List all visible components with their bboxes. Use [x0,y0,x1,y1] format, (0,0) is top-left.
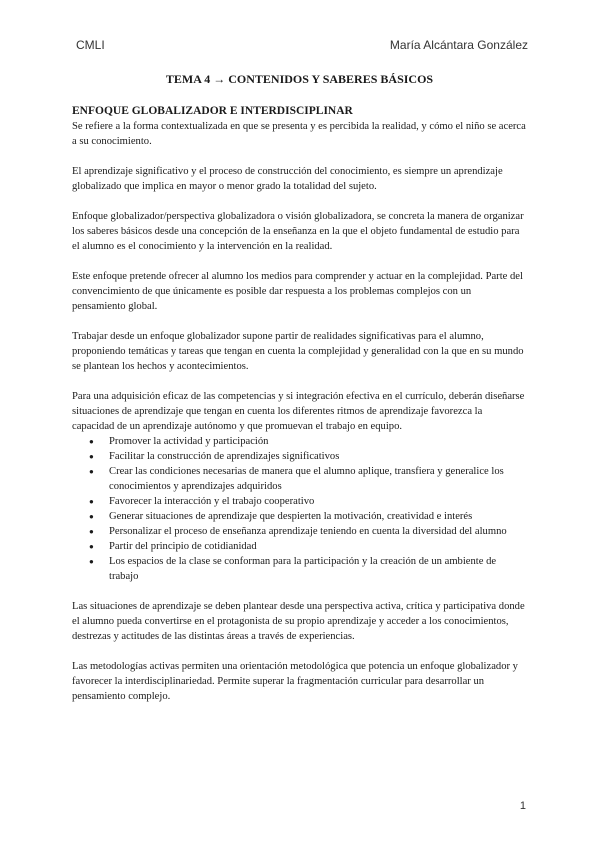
list-item: ● Los espacios de la clase se conforman para la participación y la creación de un ambiente de trabajo [72,554,527,584]
page-number: 1 [519,800,526,812]
bullet-list [72,434,527,584]
list-item: ● Partir del principio de cotidianidad [72,539,527,554]
header-author: María Alcántara González [389,38,528,52]
header-course: CMLI [76,38,105,52]
list-item: ● Personalizar el proceso de enseñanza aprendizaje teniendo en cuenta la diversidad del alumno [72,524,527,539]
list-item: ● Favorecer la interacción y el trabajo cooperativo [72,494,527,509]
paragraph: Enfoque globalizador/perspectiva globalizadora o visión globalizadora, se concreta la manera de organizar los saberes básicos desde una concepción de la enseñanza en la que el objeto fundamental de estudio para el alumno es el conocimiento y la intervención en la realidad. [72,211,524,252]
paragraph: Las metodologías activas permiten una orientación metodológica que potencia un enfoque globalizador y favorecer la interdisciplinariedad. Permite superar la fragmentación curricular para desarrollar un pensamiento complejo. [72,661,518,702]
paragraph: El aprendizaje significativo y el proceso de construcción del conocimiento, es siempre un aprendizaje globalizado que implica en mayor o menor grado la totalidad del sujeto. [72,166,503,192]
list-item: ● Promover la actividad y participación [72,434,527,449]
paragraph: Las situaciones de aprendizaje se deben plantear desde una perspectiva activa, crítica y participativa donde el alumno pueda convertirse en el protagonista de su propio aprendizaje y acceder a los conocimientos, destrezas y actitudes de las distintas áreas a través de experiencias. [72,601,525,642]
paragraph: Para una adquisición eficaz de las competencias y si integración efectiva en el currículo, deberán diseñarse situaciones de aprendizaje que tengan en cuenta los diferentes ritmos de aprendizaje favorezca la capacidad de un aprendizaje autónomo y que promuevan el trabajo en equipo. [72,391,525,432]
paragraph: Trabajar desde un enfoque globalizador supone partir de realidades significativas para el alumno, proponiendo temáticas y tareas que tengan en cuenta la complejidad y generalidad con la que en su mundo se plantean los hechos y acontecimientos. [72,331,524,372]
page-title: TEMA 4 → CONTENIDOS Y SABERES BÁSICOS [165,72,434,86]
paragraph: Este enfoque pretende ofrecer al alumno los medios para comprender y actuar en la complejidad. Parte del convencimiento de que únicamente es posible dar respuesta a los problemas complejos con un pensamiento global. [72,271,523,312]
list-item: ● Crear las condiciones necesarias de manera que el alumno aplique, transfiera y generalice los conocimientos y aprendizajes adquiridos [72,464,527,494]
document-body [72,72,527,719]
list-item: ● Facilitar la construcción de aprendizajes significativos [72,449,527,464]
list-item: ● Generar situaciones de aprendizaje que despierten la motivación, creatividad e interés [72,509,527,524]
section-heading: ENFOQUE GLOBALIZADOR E INTERDISCIPLINAR [72,105,353,117]
paragraph: Se refiere a la forma contextualizada en que se presenta y es percibida la realidad, y cómo el niño se acerca a su conocimiento. [72,121,526,147]
